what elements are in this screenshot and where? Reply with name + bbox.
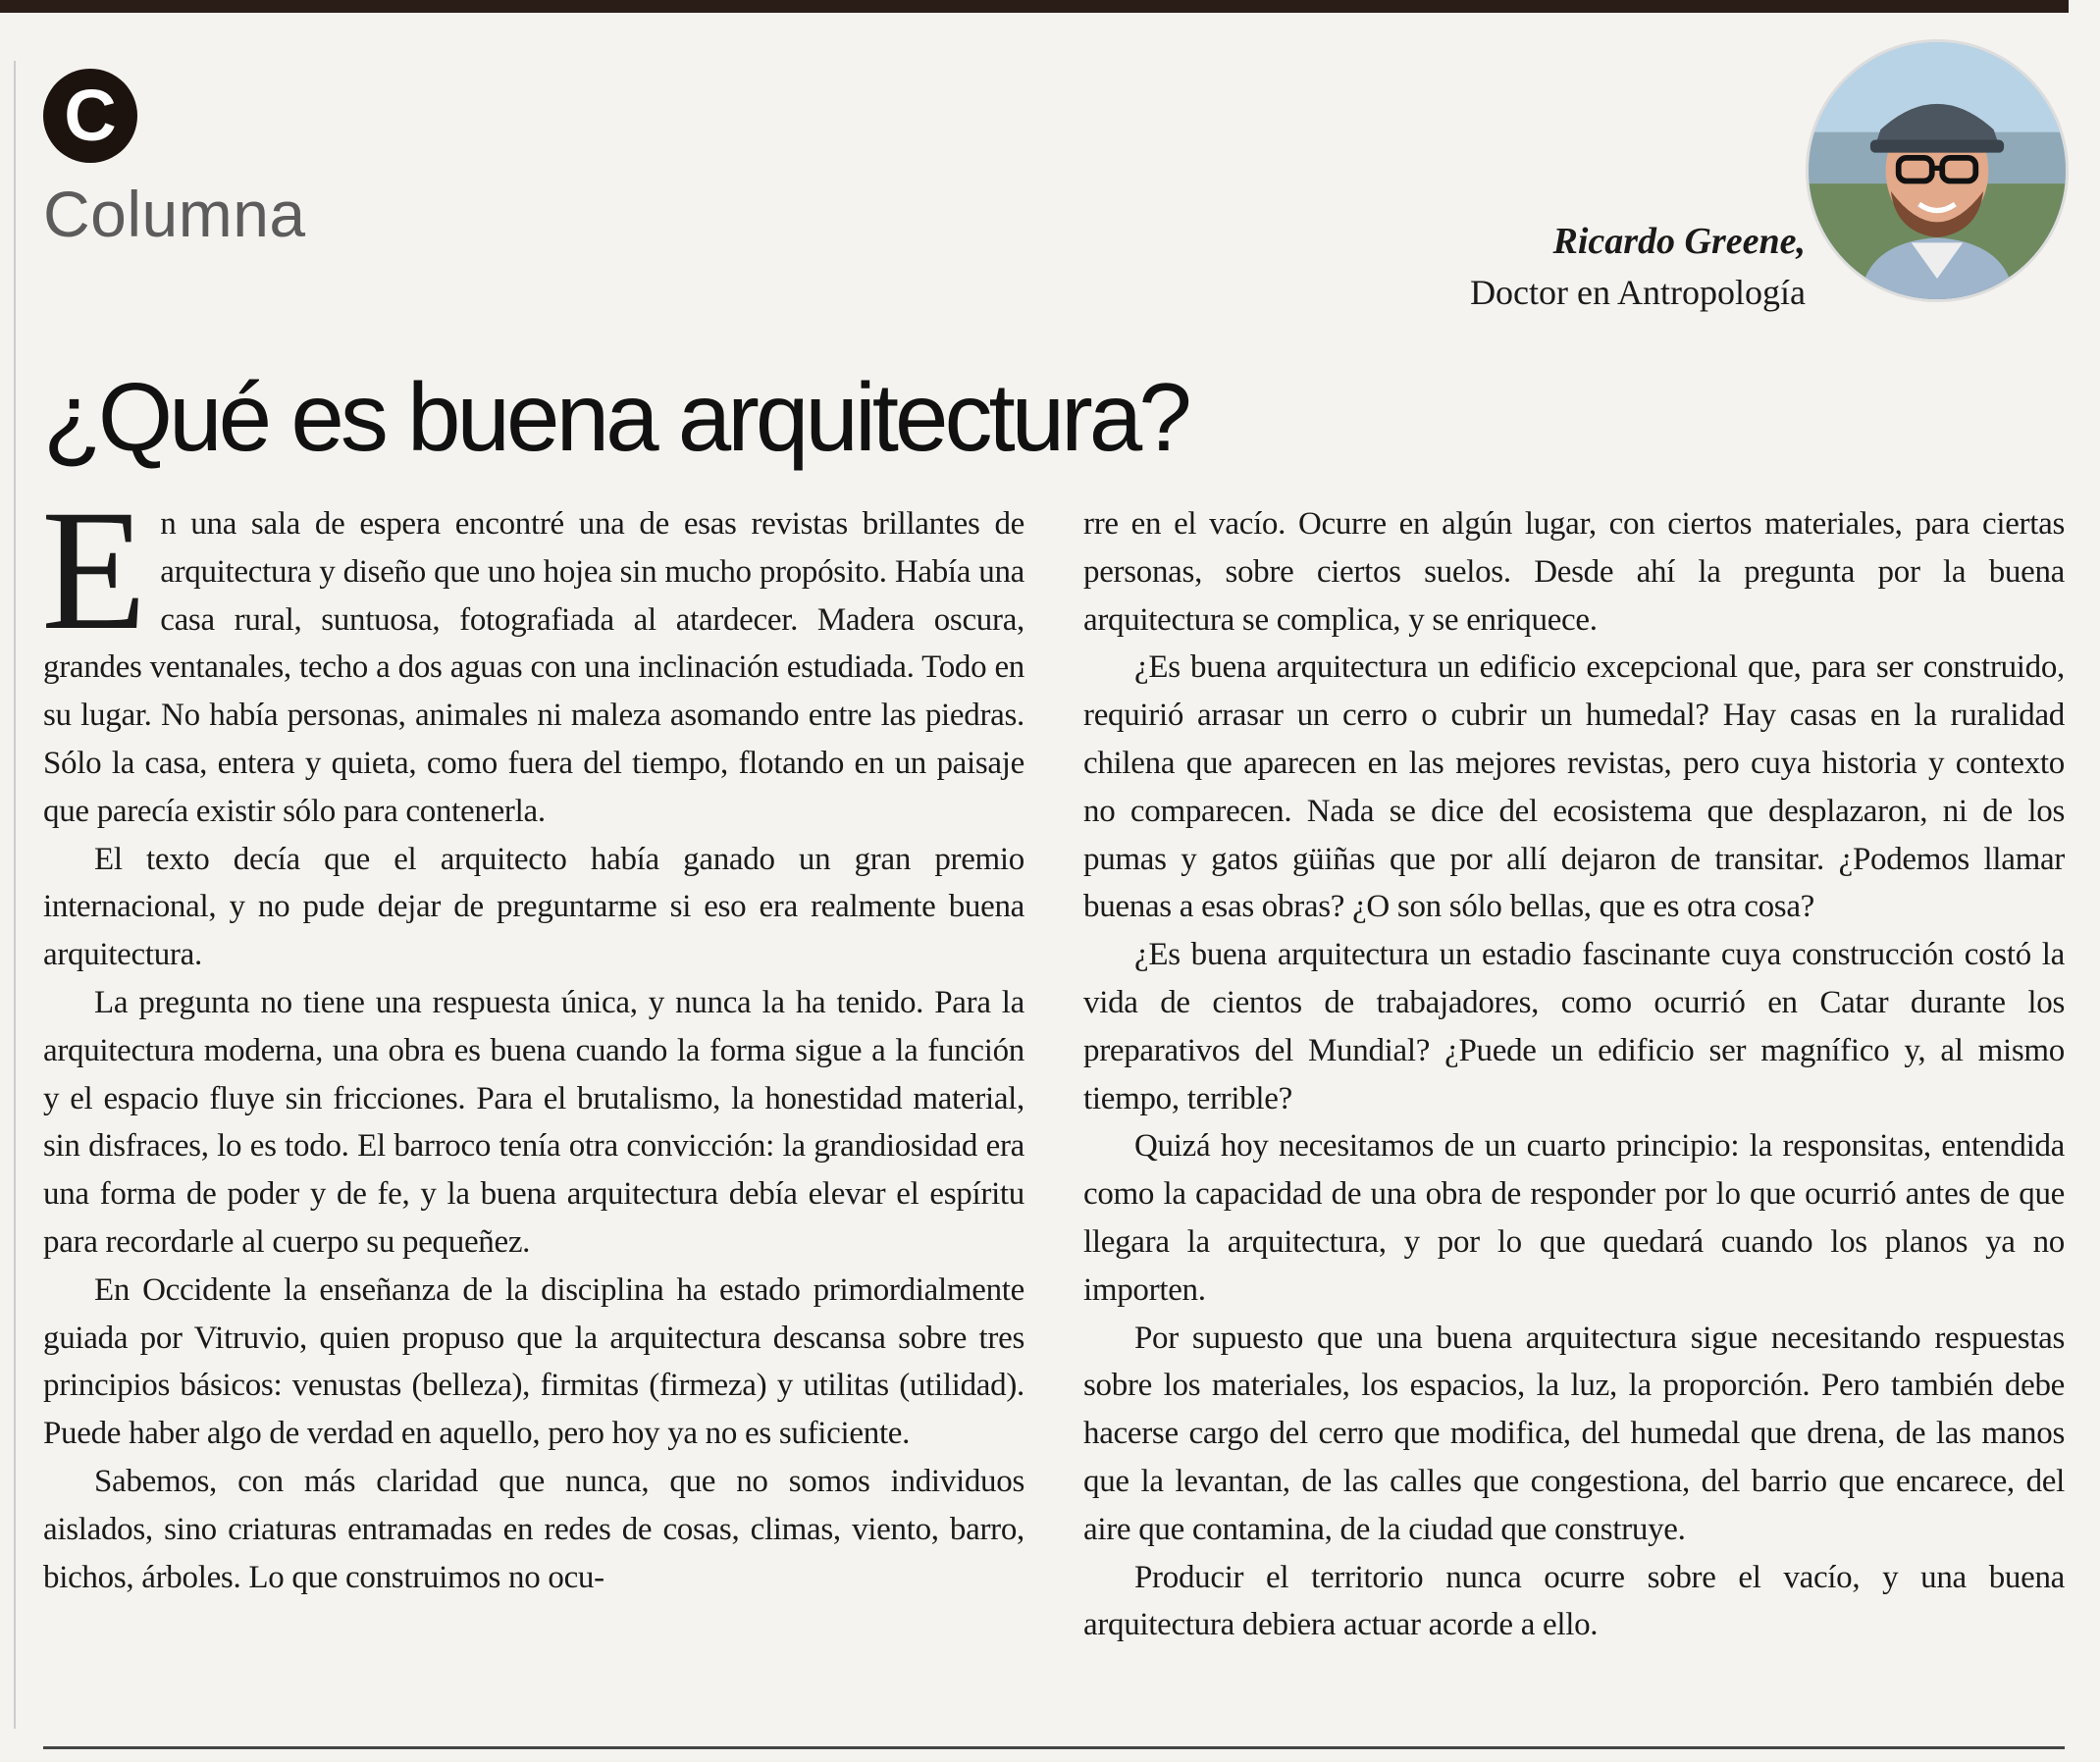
byline	[1470, 216, 1806, 318]
author-name: Ricardo Greene,	[1552, 221, 1806, 262]
section-badge: C	[43, 69, 137, 163]
paragraph-5-start: Sabemos, con más claridad que nunca, que no somos individuos aislados, sino criaturas entramadas en redes de cosas, climas, viento, barro, bichos, árboles. Lo que construimos no ocu-	[43, 1463, 1024, 1595]
author-portrait-icon	[1809, 42, 2066, 299]
paragraph-8: Quizá hoy necesitamos de un cuarto principio: la responsitas, entendida como la capacidad de una obra de responder por lo que ocurrió antes de que llegara la arquitectura, y por lo que quedará cuando los planos ya no importen.	[1083, 1128, 2065, 1308]
drop-cap: E	[41, 475, 147, 666]
section-label: Columna	[43, 178, 306, 250]
author-title: Doctor en Antropología	[1470, 273, 1806, 312]
paragraph-2: El texto decía que el arquitecto había ganado un gran premio internacional, y no pude dejar de preguntarme si eso era realmente buena arquitectura.	[43, 841, 1024, 973]
paragraph-7: ¿Es buena arquitectura un estadio fascinante cuya construcción costó la vida de cientos de trabajadores, como ocurrió en Catar durante los preparativos del Mundial? ¿Puede un edificio ser magnífico y, al mismo tiempo, terrible?	[1083, 937, 2065, 1116]
article-column-right	[1083, 500, 2065, 1649]
paragraph-10: Producir el territorio nunca ocurre sobre el vacío, y una buena arquitectura debiera actuar acorde a ello.	[1083, 1559, 2065, 1643]
paragraph-4: En Occidente la enseñanza de la disciplina ha estado primordialmente guiada por Vitruvio, quien propuso que la arquitectura descansa sobre tres principios básicos: venustas (belleza), firmitas (firmeza) y utilitas (utilidad). Puede haber algo de verdad en aquello, pero hoy ya no es suficiente.	[43, 1271, 1024, 1452]
article-column-left	[41, 475, 1024, 1601]
paragraph-5-end: rre en el vacío. Ocurre en algún lugar, con ciertos materiales, para ciertas personas, sobre ciertos suelos. Desde ahí la pregunta por la buena arquitectura se complica, y se enriquece.	[1083, 506, 2065, 638]
left-margin-rule	[14, 61, 16, 1729]
article-headline: ¿Qué es buena arquitectura?	[43, 363, 1188, 471]
paragraph-3: La pregunta no tiene una respuesta única, y nunca la ha tenido. Para la arquitectura moderna, una obra es buena cuando la forma sigue a la función y el espacio fluye sin fricciones. Para el brutalismo, la honestidad material, sin disfraces, lo es todo. El barroco tenía otra convicción: la grandiosidad era una forma de poder y de fe, y la buena arquitectura debía elevar el espíritu para recordarle al cuerpo su pequeñez.	[43, 984, 1024, 1260]
paragraph-9: Por supuesto que una buena arquitectura sigue necesitando respuestas sobre los materiales, los espacios, la luz, la proporción. Pero también debe hacerse cargo del cerro que modifica, del humedal que drena, de las manos que la levantan, de las calles que congestiona, del barrio que encarece, del aire que contamina, de la ciudad que construye.	[1083, 1320, 2065, 1547]
paragraph-1-text: n una sala de espera encontré una de esas revistas brillantes de arquitectura y diseño que uno hojea sin mucho propósito. Había una casa rural, suntuosa, fotografiada al atardecer. Madera oscura, grandes ventanales, techo a dos aguas con una inclinación estudiada. Todo en su lugar. No había personas, animales ni maleza asomando entre las piedras. Sólo la casa, entera y quieta, como fuera del tiempo, flotando en un paisaje que parecía existir sólo para contenerla.	[43, 506, 1024, 829]
bottom-rule	[43, 1746, 2065, 1749]
author-photo	[1806, 39, 2069, 302]
paragraph-6: ¿Es buena arquitectura un edificio excepcional que, para ser construido, requirió arrasar un cerro o cubrir un humedal? Hay casas en la ruralidad chilena que aparecen en las mejores revistas, pero cuya historia y contexto no comparecen. Nada se dice del ecosistema que desplazaron, ni de los pumas y gatos güiñas que por allí dejaron de transitar. ¿Podemos llamar buenas a esas obras? ¿O son sólo bellas, que es otra cosa?	[1083, 649, 2065, 925]
top-rule	[0, 0, 2069, 13]
paragraph-1	[41, 475, 1024, 836]
